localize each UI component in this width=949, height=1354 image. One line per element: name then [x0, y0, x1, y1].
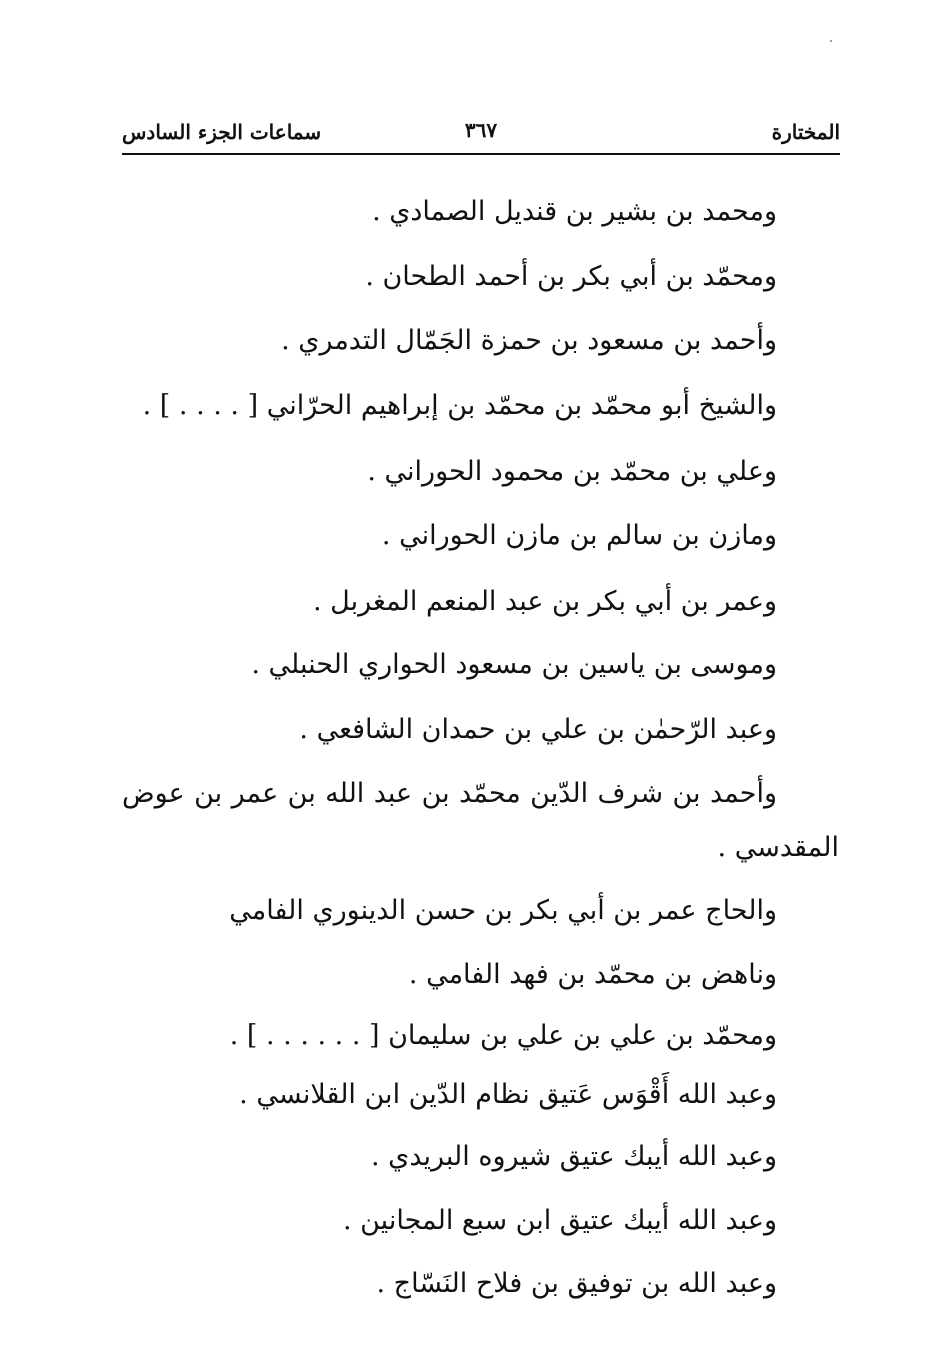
text-line: ومحمد بن بشير بن قنديل الصمادي .	[372, 196, 777, 227]
text-line: ومازن بن سالم بن مازن الحوراني .	[381, 520, 777, 551]
text-line: وعلي بن محمّد بن محمود الحوراني .	[367, 456, 777, 487]
text-line: وعبد الله بن توفيق بن فلاح النَسّاج .	[376, 1268, 777, 1299]
text-line: وعبد الله أَقْوَس عَتيق نظام الدّين ابن القلانسي .	[239, 1079, 777, 1110]
text-line: ومحمّد بن أبي بكر بن أحمد الطحان .	[365, 261, 777, 292]
page-number: ٣٦٧	[464, 118, 498, 142]
text-line: وأحمد بن مسعود بن حمزة الجَمّال التدمري .	[281, 325, 777, 356]
scan-speck	[830, 40, 832, 42]
text-line: وموسى بن ياسين بن مسعود الحواري الحنبلي .	[251, 649, 777, 680]
text-line: وعبد الله أيبك عتيق شيروه البريدي .	[371, 1141, 777, 1172]
text-line: وناهض بن محمّد بن فهد الفامي .	[408, 959, 777, 990]
page-header	[122, 116, 840, 150]
header-rule	[122, 153, 840, 155]
text-line: وعمر بن أبي بكر بن عبد المنعم المغربل .	[312, 586, 777, 617]
text-line: المقدسي .	[717, 832, 839, 863]
header-section-title: سماعات الجزء السادس	[122, 120, 322, 144]
header-book-title: المختارة	[771, 120, 840, 144]
text-line: ومحمّد بن علي بن علي بن سليمان [ . . . . . . ] .	[229, 1020, 777, 1051]
text-line: وعبد الرّحمٰن بن علي بن حمدان الشافعي .	[299, 714, 777, 745]
text-line: وأحمد بن شرف الدّين محمّد بن عبد الله بن عمر بن عوض	[122, 778, 777, 809]
text-line: والحاج عمر بن أبي بكر بن حسن الدينوري الفامي	[229, 895, 777, 926]
text-line: والشيخ أبو محمّد بن محمّد بن إبراهيم الحرّاني [ . . . . ] .	[142, 390, 777, 421]
text-line: وعبد الله أيبك عتيق ابن سبع المجانين .	[342, 1205, 777, 1236]
